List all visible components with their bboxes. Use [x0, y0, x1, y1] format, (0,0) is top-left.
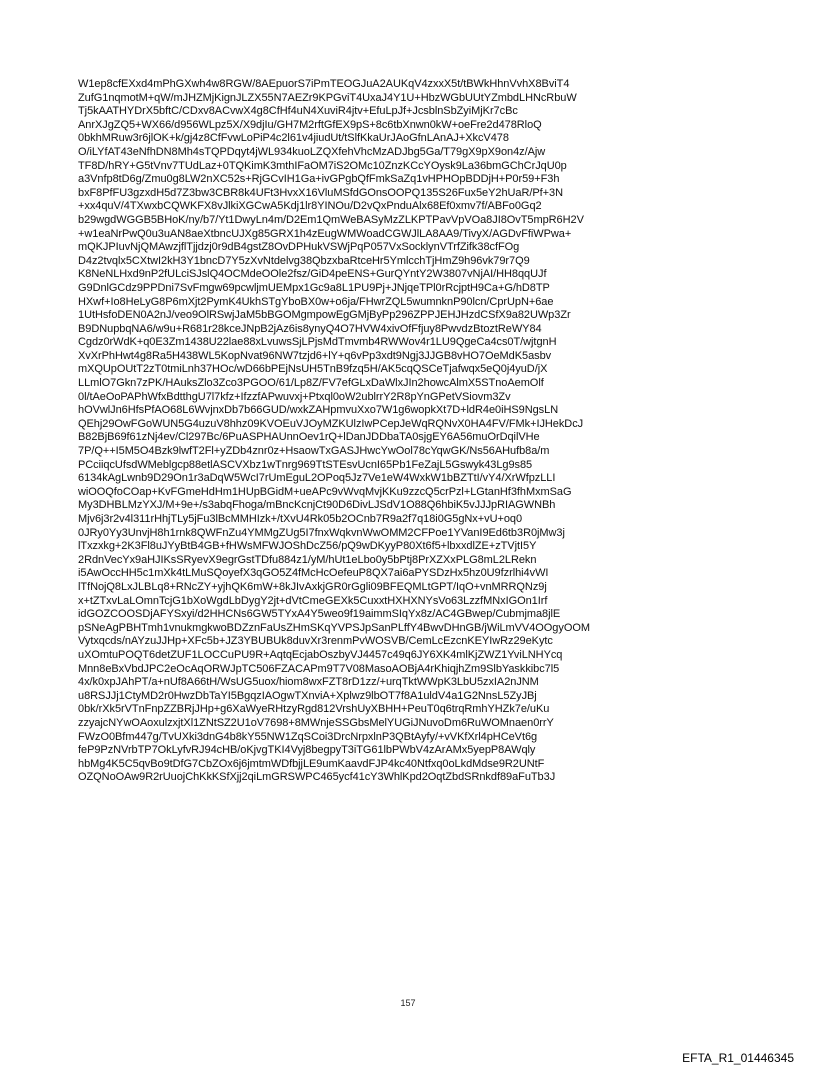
text-line: b29wgdWGGB5BHoK/ny/b7/Yt1DwyLn4m/D2Em1QmWeBASyMzZLKPTPavVpVOa8JI8OvT5mpR6H2V — [78, 213, 584, 226]
text-line: pSNeAgPBHTmh1vnukmgkwoBDZznFaUsZHmSKqYVPSJpSanPLffY4BwvDHnGB/jWiLmVV4OOgyOOM — [78, 621, 590, 634]
page-number: 157 — [400, 998, 416, 1008]
text-line: lTxzxkg+2K3Fl8uJYyBtB4GB+fHWsMFWJOShDcZ56/pQ9wDKyyP80Xt6f5+lbxxdlZE+zTVjtI5Y — [78, 540, 537, 553]
text-line: 0JRy0Yy3UnvjH8h1rnk8QWFnZu4YMMgZUg5I7fnxWqkvnWwOMM2CFPoe1YVanI9Ed6tb3R0jMw3j — [78, 526, 565, 539]
text-line: hOVwlJn6HfsPfAO68L6WvjnxDb7b66GUD/wxkZAHpmvuXxo7W1g6wopkXt7D+ldR4e0iHS9NgsLN — [78, 404, 559, 417]
text-line: ZufG1nqmotM+qW/mJHZMjKignJLZX55N7AEZr9KPGviT4UxaJ4Y1U+HbzWGbUUtYZmbdLHNcRbuW — [78, 91, 577, 104]
text-line: FWzO0Bfm447g/TvUXki3dnG4b8kY55NW1ZqSCoi3DrcNrpxlnP3QBtAyfy/+vVKfXrl4pHCeVt6g — [78, 730, 538, 743]
text-line: Vytxqcds/nAYzuJJHp+XFc5b+JZ3YBUBUk8duvXr3renmPvWOSVB/CemLcEzcnKEYIwRz29eKytc — [78, 635, 553, 648]
text-line: D4z2tvqlx5CXtwI2kH3Y1bncD7Y5zXvNtdelvg38QbzxbaRtceHr5YmlcchTjHmZ9h96vk79r7Q9 — [78, 254, 530, 267]
text-line: QEhj29OwFGoWUN5G4uzuV8hhz09KVOEuVJOyMZKUlzIwPCepJeWqRQNvX0HA4FV/FMk+IJHekDcJ — [78, 417, 584, 430]
text-line: Mnn8eBxVbdJPC2eOcAqORWJpTC506FZACAPm9T7V08MasoAOBjA4rKhiqjhZm9SlbYaskkibc7l5 — [78, 662, 560, 675]
text-line: 2RdnVecYx9aHJIKsSRyevX9egrGstTDfu884z1/yM/hUt1eLbo0y5bPtj8PrXZXxPLG8mL2LRekn — [78, 553, 537, 566]
text-line: OZQNoOAw9R2rUuojChKkKSfXjj2qiLmGRSWPC465ycf41cY3WhlKpd2OqtZbdSRnkdf89aFuTb3J — [78, 771, 556, 784]
text-line: x+tZTxvLaLOmnTcjG1bXoWgdLbDygY2jt+dVtCmeGEXk5CuxxtHXHXNYsVo63LzzfMNxIGOn1Irf — [78, 594, 548, 607]
text-line: HXwf+Io8HeLyG8P6mXjt2PymK4UkhSTgYboBX0w+o6ja/FHwrZQL5wumnknP90lcn/CprUpN+6ae — [78, 295, 554, 308]
text-line: lTfNojQ8LxJLBLq8+RNcZY+yjhQK6mW+8kJIvAxkjGR0rGgli09BFEQMLtGPT/IqO+vnMRRQNz9j — [78, 580, 547, 593]
text-line: idGOZCOOSDjAFYSxyi/d2HHCNs6GW5TYxA4Y5weo9f19aimmSIqYx8z/AC4GBwep/Cubmjma8jlE — [78, 608, 561, 621]
text-line: K8NeNLHxd9nP2fULciSJslQ4OCMdeOOle2fsz/GiD4peENS+GurQYntY2W3807vNjAI/HH8qqUJf — [78, 268, 547, 281]
text-line: AnrXJgZQ5+WX66/d956WLpz5X/X9djIu/GH7M2rftGfEX9pS+8c6tbXnwn0kW+oeFre2d478RloQ — [78, 118, 542, 131]
text-line: My3DHBLMzYXJ/M+9e+/s3abqFhoga/mBncKcnjCt90D6DivLJSdV1O88Q6hbiK5vJJJpRIAGWNBh — [78, 499, 556, 512]
text-line: Tj5kAATHYDrX5bftC/CDxv8ACvwX4g8CfHf4uN4XuviR4jtv+EfuLpJf+JcsblnSbZyiMjKr7cBc — [78, 105, 518, 118]
text-line: G9DnlGCdz9PPDni7SvFmgw69pcwljmUEMpx1Gc9a8L1PU9Pj+JNjqeTPl0rRcjptH9Ca+G/hD8TP — [78, 281, 550, 294]
text-line: Mjv6j3r2v4l311rHhjTLy5jFu3lBcMMHIzk+/tXvU4Rk05b2OCnb7R9a2f7q18i0G5gNx+vU+oq0 — [78, 513, 523, 525]
text-line: XvXrPhHwt4g8Ra5H438WL5KopNvat96NW7tzjd6+lY+q6vPp3xdt9Ngj3JJGB8vHO7OeMdK5asbv — [78, 349, 552, 362]
text-line: mQKJPIuvNjQMAwzjflTjjdzj0r9dB4gstZ8OvDPHukVSWjPqP057VxSocklynVTrfZifk38cfFOg — [78, 241, 520, 254]
text-line: 6134kAgLwnb9D29On1r3aDqW5WcI7rUmEguL2OPoq5Jz7Ve1eW4WxkW1bBZTtI/vY4/XrWfpzLLI — [78, 472, 556, 485]
text-line: a3Vnfp8tD6g/Zmu0g8LW2nXC52s+RjGCvIH1Ga+ivGPgbQfFmkSaZq1vHPHOpBDDjH+P0r59+F3h — [78, 173, 560, 186]
text-line: LLmlO7Gkn7zPK/HAuksZlo3Zco3PGOO/61/Lp8Z/FV7efGLxDaWlxJIn2howcAlmX5STnoAemOlf — [78, 377, 544, 390]
encoded-text-block — [78, 78, 738, 785]
text-line: 1UtHsfoDEN0A2nJ/veo9OlRSwjJaM5bBGOMgmpowEgGMjByPp296ZPPJEHJHzdCSfX9a82UWp3Zr — [78, 309, 571, 322]
text-line: TF8D/hRY+G5tVnv7TUdLaz+0TQKimK3mthIFaOM7iS2OMc10ZnzKCcYOysk9La36bmGChCrJqU0p — [78, 159, 567, 172]
text-line: zzyajcNYwOAoxulzxjtXl1ZNtSZ2U1oV7698+8MWnjeSSGbsMelYUGiJNuvoDm6RuWOMnaen0rrY — [78, 716, 554, 729]
text-line: Cgdz0rWdK+q0E3Zm1438U22lae88xLvuwsSjLPjsMdTmvmb4RWWov4r1LU9QgeCa4cs0T/wjtgnH — [78, 336, 557, 349]
text-line: O/iLYfAT43eNfhDN8Mh4sTQPDqyt4jWL934kuoLZQXfehVhcMzADJbg5Ga/T79gX9pX9on4z/Ajw — [78, 145, 546, 158]
text-line: PCciiqcUfsdWMeblgcp88etlASCVXbz1wTnrg969TtSTEsvUcnI65Pb1FeZajL5Gswyk43Lg9s85 — [78, 458, 533, 471]
text-line: B82BjB69f61zNj4ev/Cl297Bc/6PuASPHAUnnOev1rQ+lDanJDDbaTA0sjgEY6A56muOrDqilVHe — [78, 431, 540, 444]
text-line: 0bk/rXk5rVTnFnpZZBRjJHp+g6XaWyeRHtzyRgd812VrshUyXBHH+PeuT0q6trqRmhYHZk7e/uKu — [78, 703, 550, 716]
text-line: 7P/Q++I5M5O4Bzk9lwfT2Fl+yZDb4znr0z+HsaowTxGASJHwcYwOol78cYqwGK/Ns56AHufb8a/m — [78, 445, 550, 458]
text-line: 4x/k0xpJAhPT/a+nUf8A66tH/WsUG5uox/hiom8wxFZT8rD1zz/+urqTktWWpK3LbU5zxIA2nJNM — [78, 676, 539, 689]
text-line: W1ep8cfEXxd4mPhGXwh4w8RGW/8AEpuorS7iPmTEOGJuA2AUKqV4zxxX5t/tBWkHhnVvhX8BviT4 — [78, 78, 570, 90]
text-line: wiOOQfoCOap+KvFGmeHdHm1HUpBGidM+ueAPc9vWvqMvjKKu9zzcQ5crPzl+LGtanHf3fhMxmSaG — [78, 485, 572, 498]
text-line: mXQUpOUtT2zT0tmiLnh37HOc/wD66bPEjNsUH5TnB9fzq5H/AK5cqQSCeTjafwqx5eQ0j4yuD/jX — [78, 363, 548, 376]
text-line: hbMg4K5C5qvBo9tDfG7CbZOx6j6jmtmWDfbjjLE9umKaavdFJP4kc40Ntfxq0oLkdMdse9R2UNtF — [78, 757, 545, 770]
text-line: B9DNupbqNA6/w9u+R681r28kceJNpB2jAz6is8ynyQ4O7HVW4xivOfFfjuy8PwvdzBtoztReWY84 — [78, 322, 542, 335]
text-line: 0bkhMRuw3r6jlOK+k/gj4z8CfFvwLoPiP4c2l61v4jiudUt/tSlfKkaUrJAoGfnLAnAJ+XkcV478 — [78, 132, 509, 145]
text-line: +w1eaNrPwQ0u3uAN8aeXtbncUJXg85GRX1h4zEugWMWoadCGWJlLA8AA9/TivyX/AGDvFfiWPwa+ — [78, 227, 572, 240]
text-line: u8RSJJj1CtyMD2r0HwzDbTaYI5BgqzIAOgwTXnviA+Xplwz9lbOT7f8A1uldV4a1G2NnsL5ZyJBj — [78, 689, 537, 702]
text-line: feP9PzNVrbTP7OkLyfvRJ94cHB/oKjvgTKI4Vyj8begpyT3iTG61lbPWbV4zArAMx5yepP8AWqly — [78, 744, 536, 757]
text-line: i5AwOccHH5c1mXk4tLMuSQoyefX3qGO5Z4fMcHcOefeuP8QX7ai6aPYSDzHx5hz0U9fzrlhi4vWI — [78, 567, 549, 580]
text-line: 0l/tAeOoPAPhWfxBdtthgU7l7kfz+IfzzfAPwuvxj+Ptxql0oW2ublrrY2R8pYnGPetVSiovm3Zv — [78, 390, 511, 403]
text-line: bxF8PfFU3gzxdH5d7Z3bw3CBR8k4UFt3HvxX16VluMSfdGOnsOOPQ135S26Fux5eY2hUaR/Pf+3N — [78, 186, 564, 199]
text-line: +xx4quV/4TXwxbCQWKFX8vJlkiXGCwA5Kdj1lr8YINOu/D2vQxPnduAlx68Ef0xmv7f/ABFo0Gq2 — [78, 200, 542, 213]
text-line: uXOmtuPOQT6detZUF1LOCCuPU9R+AqtqEcjabOszbyVJ4457c49q6JY6XK4mlKjZWZ1YviLNHYcq — [78, 648, 563, 661]
document-id: EFTA_R1_01446345 — [682, 1051, 794, 1065]
